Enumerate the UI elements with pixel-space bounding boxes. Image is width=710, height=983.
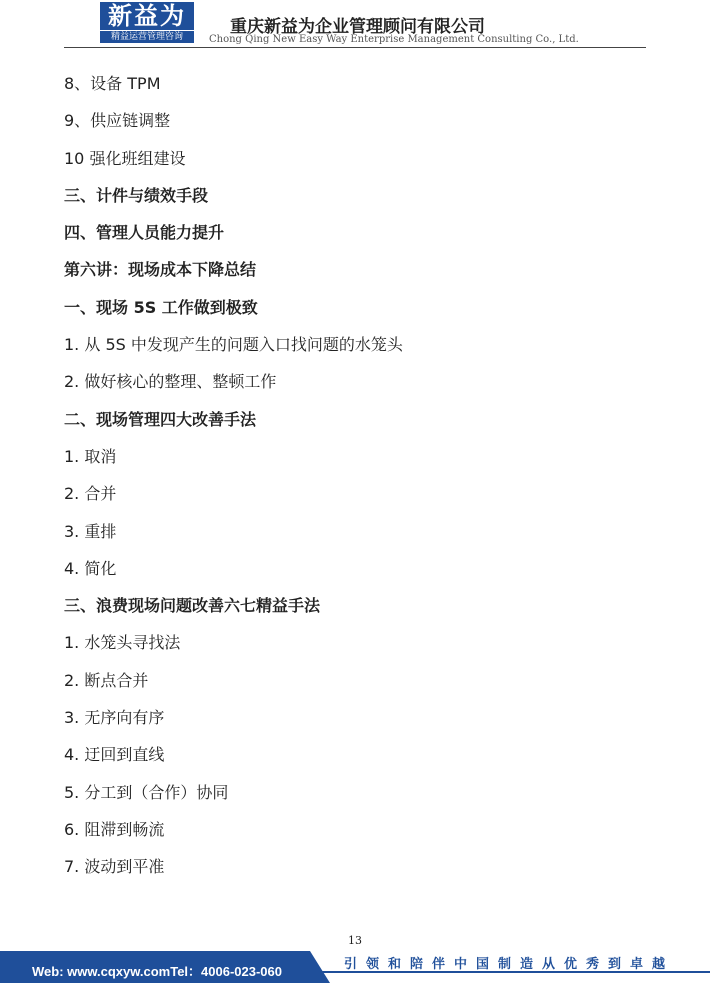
list-item: 3. 无序向有序 [64, 708, 165, 728]
list-item: 2. 断点合并 [64, 670, 149, 690]
page-number: 13 [348, 934, 362, 947]
list-item: 1. 从 5S 中发现产生的问题入口找问题的水笼头 [64, 335, 403, 355]
company-name-cn: 重庆新益为企业管理顾问有限公司 [230, 17, 485, 37]
section-heading: 四、管理人员能力提升 [64, 223, 225, 243]
list-item: 9、供应链调整 [64, 111, 171, 131]
document-body [64, 71, 664, 892]
section-heading: 三、计件与绩效手段 [64, 185, 209, 205]
company-name-en: Chong Qing New Easy Way Enterprise Management Consulting Co., Ltd. [209, 34, 579, 45]
section-heading: 一、现场 5S 工作做到极致 [64, 297, 258, 317]
footer-slogan: 引领和陪伴中国制造从优秀到卓越 [344, 957, 675, 972]
list-item: 2. 合并 [64, 484, 117, 504]
header-divider [64, 47, 646, 48]
list-item: 10 强化班组建设 [64, 148, 186, 168]
list-item: 7. 波动到平准 [64, 857, 165, 877]
list-item: 6. 阻滞到畅流 [64, 819, 165, 839]
logo-sub-text: 精益运营管理咨询 [100, 31, 194, 43]
list-item: 8、设备 TPM [64, 74, 161, 93]
section-heading: 三、浪费现场问题改善六七精益手法 [64, 596, 321, 616]
section-heading: 二、现场管理四大改善手法 [64, 409, 257, 429]
page-footer [0, 951, 710, 983]
section-heading: 第六讲：现场成本下降总结 [64, 260, 257, 280]
company-logo [100, 2, 194, 42]
list-item: 5. 分工到（合作）协同 [64, 782, 229, 802]
logo-main-text: 新益为 [100, 2, 194, 30]
list-item: 2. 做好核心的整理、整顿工作 [64, 372, 277, 392]
list-item: 4. 迂回到直线 [64, 745, 165, 765]
list-item: 1. 水笼头寻找法 [64, 633, 181, 653]
list-item: 1. 取消 [64, 446, 117, 466]
page-header [0, 0, 710, 52]
list-item: 3. 重排 [64, 521, 117, 541]
list-item: 4. 简化 [64, 558, 117, 578]
footer-contact: Web: www.cqxyw.comTel：4006-023-060 [32, 964, 282, 979]
